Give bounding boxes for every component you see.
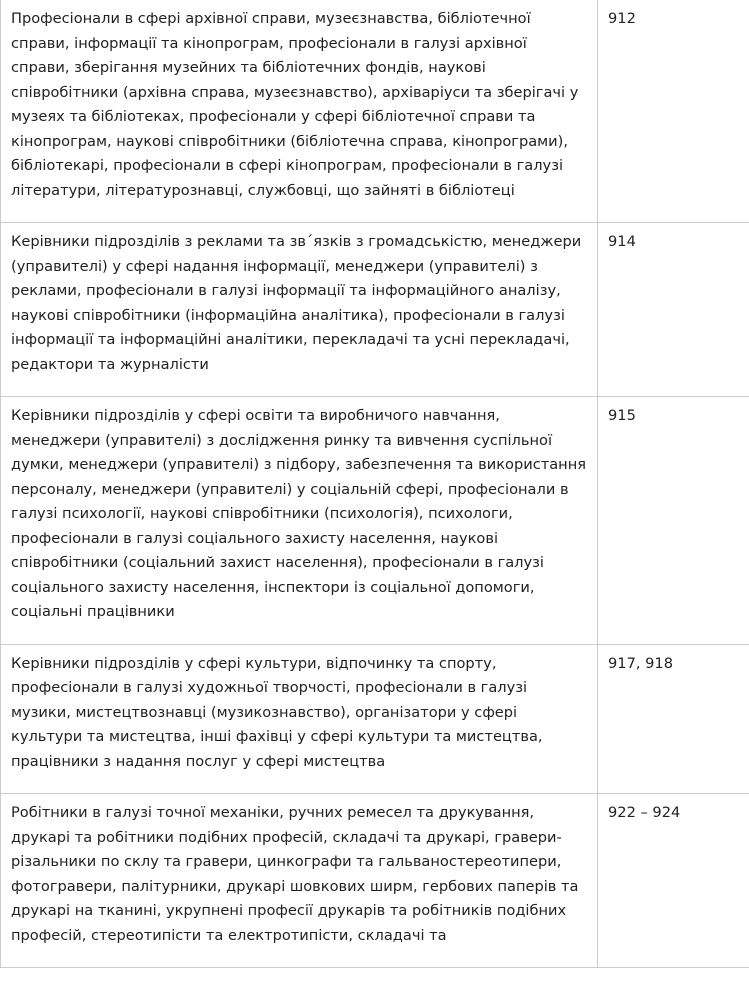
profession-code: 914 bbox=[598, 223, 749, 397]
profession-description: Робітники в галузі точної механіки, ручних ремесел та друкування, друкарі та робітники подібних професій, складачі та друкарі, гравери-різальники по склу та гравери, цинкографи та гальваностереотипери, фотогравери, палітурники, друкарі шовкових ширм, гербових паперів та друкарі на тканині, укрупнені професії друкарів та робітників подібних професій, стереотипісти та електротипісти, складачі та bbox=[1, 794, 598, 968]
table-row bbox=[1, 397, 749, 645]
profession-description: Керівники підрозділів з реклами та зв´язків з громадськістю, менеджери (управителі) у сфері надання інформації, менеджери (управителі) з реклами, професіонали в галузі інформації та інформаційного аналізу, наукові співробітники (інформаційна аналітика), професіонали в галузі інформації та інформаційні аналітики, перекладачі та усні перекладачі, редактори та журналісти bbox=[1, 223, 598, 397]
profession-code: 915 bbox=[598, 397, 749, 645]
profession-description: Керівники підрозділів у сфері культури, відпочинку та спорту, професіонали в галузі художньої творчості, професіонали в галузі музики, мистецтвознавці (музикознавство), організатори у сфері культури та мистецтва, інші фахівці у сфері культури та мистецтва, працівники з надання послуг у сфері мистецтва bbox=[1, 644, 598, 794]
profession-description: Професіонали в сфері архівної справи, музеєзнавства, бібліотечної справи, інформації та кінопрограм, професіонали в галузі архівної справи, зберігання музейних та бібліотечних фондів, наукові співробітники (архівна справа, музеєзнавство), архіваріуси та зберігачі у музеях та бібліотеках, професіонали у сфері бібліотечної справи та кінопрограм, наукові співробітники (бібліотечна справа, кінопрограми), бібліотекарі, професіонали в сфері кінопрограм, професіонали в галузі літератури, літературознавці, службовці, що зайняті в бібліотеці bbox=[1, 0, 598, 223]
profession-description: Керівники підрозділів у сфері освіти та виробничого навчання, менеджери (управителі) з дослідження ринку та вивчення суспільної думки, менеджери (управителі) з підбору, забезпечення та використання персоналу, менеджери (управителі) у соціальній сфері, професіонали в галузі психології, наукові співробітники (психологія), психологи, професіонали в галузі соціального захисту населення, наукові співробітники (соціальний захист населення), професіонали в галузі соціального захисту населення, інспектори із соціальної допомоги, соціальні працівники bbox=[1, 397, 598, 645]
table-row bbox=[1, 223, 749, 397]
profession-code: 922 – 924 bbox=[598, 794, 749, 968]
table-row bbox=[1, 794, 749, 968]
table-row bbox=[1, 644, 749, 794]
profession-code: 917, 918 bbox=[598, 644, 749, 794]
table-row bbox=[1, 0, 749, 223]
profession-code: 912 bbox=[598, 0, 749, 223]
